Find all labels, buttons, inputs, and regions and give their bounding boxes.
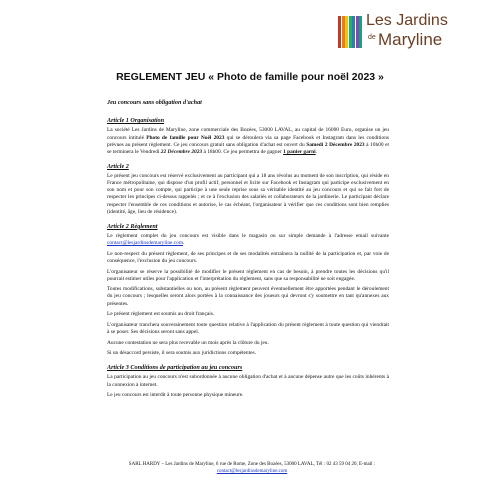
subtitle: Jeu concours sans obligation d'achat: [107, 99, 202, 106]
text-run-bold: Samedi 2 Décembre 2023: [306, 141, 365, 148]
logo-text-connector: de: [368, 34, 376, 41]
article-2-reglement-heading: Article 2 Règlement: [107, 222, 158, 230]
document-body: [107, 99, 389, 406]
paragraph: [107, 233, 389, 247]
article-2-heading: Article 2: [107, 162, 129, 170]
text-run: La société Les Jardins de Maryline, zone commerciale des Bozées, 53000 LAVAL, au capital de 16000 Euro, organise un jeu concours intitulé: [107, 127, 389, 141]
footer-email-link[interactable]: contact@lesjardinsdemaryline.com: [216, 468, 288, 474]
paragraph: Toutes modifications, substantielles ou non, au présent règlement peuvent éventuellement être apportées pendant le déroulement du jeu concours ; lesquelles seront alors portées à la connaissance des joueurs qui devront s'y soumettre en tant qu'annexes aux présentes.: [107, 286, 389, 307]
article-2-reglement: [107, 223, 389, 357]
logo-color-bars: [338, 16, 362, 48]
text-run-bold: Photo de famille pour Noël 2023: [146, 134, 225, 141]
text-run: .: [183, 240, 185, 247]
paragraph: Aucune contestation ne sera plus recevable un mois après la clôture du jeu.: [107, 339, 269, 346]
email-link[interactable]: contact@lesjardinsdemaryline.com: [107, 240, 184, 247]
paragraph: Le jeu concours est interdit à toute personne physique mineure.: [107, 392, 244, 399]
page-footer: [107, 462, 397, 476]
text-run-bold: 1 panier garni: [283, 148, 316, 155]
text-run: à 10h00 et se terminera le Vendredi: [107, 141, 390, 155]
text-run: .: [315, 148, 318, 155]
text-run: à 18h00. Ce jeu permettra de gagner: [202, 148, 284, 155]
paragraph: L'organisateur se réserve la possibilité de modifier le présent règlement en cas de besoin, à prendre toutes les décisions qu'il pourrait estimer utiles pour l'application et l'interprétation du règlement, sans que sa responsabilité ne soit engagée.: [107, 268, 389, 282]
article-3: [107, 364, 389, 399]
text-run: qui se déroulera via sa page Facebook et Instagram dans les conditions prévues au présent règlement. Ce jeu concours gratuit sans obligation d'achat est ouvert du: [107, 134, 389, 148]
logo-bar: [359, 16, 362, 48]
paragraph: Si un désaccord persiste, il sera soumis aux juridictions compétentes.: [107, 350, 256, 357]
footer-address: SARL HARDY – Les Jardins de Maryline, 6 rue de Rome, Zone des Bozées, 53000 LAVAL, Tél : 02 43 59 04 20, E-mail :: [128, 462, 376, 467]
article-2: [107, 163, 389, 216]
logo-text-line2: Maryline: [378, 30, 443, 49]
logo-text-line1: Les Jardins: [366, 12, 448, 29]
paragraph: Le non-respect du présent règlement, de ses principes et de ses modalités entraînera la nullité de la participation et, par voie de conséquence, l'exclusion du jeu concours.: [107, 250, 389, 264]
article-1-paragraph: [107, 127, 389, 156]
document-title: REGLEMENT JEU « Photo de famille pour noël 2023 »: [116, 71, 384, 83]
brand-logo: [338, 14, 488, 52]
text-run: Le règlement complet du jeu concours est visible dans le magasin ou sur simple demande à l'adresse email suivante: [107, 233, 389, 239]
paragraph: Le présent règlement est soumis au droit français.: [107, 311, 215, 318]
article-1: [107, 117, 389, 156]
paragraph: La participation au jeu concours n'est subordonnée à aucune obligation d'achat et à aucune dépense autre que les coûts inhérents à la connexion à internet.: [107, 374, 389, 388]
paragraph: L'organisateur tranchera souverainement toute question relative à l'application du présent règlement à toute question qui viendrait à se poser. Ses décisions seront sans appel.: [107, 321, 389, 335]
article-3-heading: Article 3 Conditions de participation au jeu concours: [107, 364, 243, 372]
article-2-paragraph: Le présent jeu concours est réservé exclusivement au participant qui a 18 ans révolus au moment de son inscription, qui réside en France métropolitaine, qui dispose d'un profil actif, personnel et licite sur Facebook et Instagram qui participe exclusivement en son nom et pour son compte, qui participe à une seule reprise sous sa véritable identité au jeu concours et qui se fait fort de respecter les principes ci-dessus rappelés ; et ce à l'exclusion des salariés et collaborateurs de la jardinerie. Le participant déclare respecter l'ensemble de ces conditions et autorise, le cas échéant, l'organisateur à vérifier que ces conditions sont bien remplies (identité, âge, lieu de résidence).: [107, 173, 389, 215]
article-1-heading: Article 1 Organisation: [107, 117, 165, 125]
text-run-bold: 22 Décembre 2023: [160, 148, 203, 155]
